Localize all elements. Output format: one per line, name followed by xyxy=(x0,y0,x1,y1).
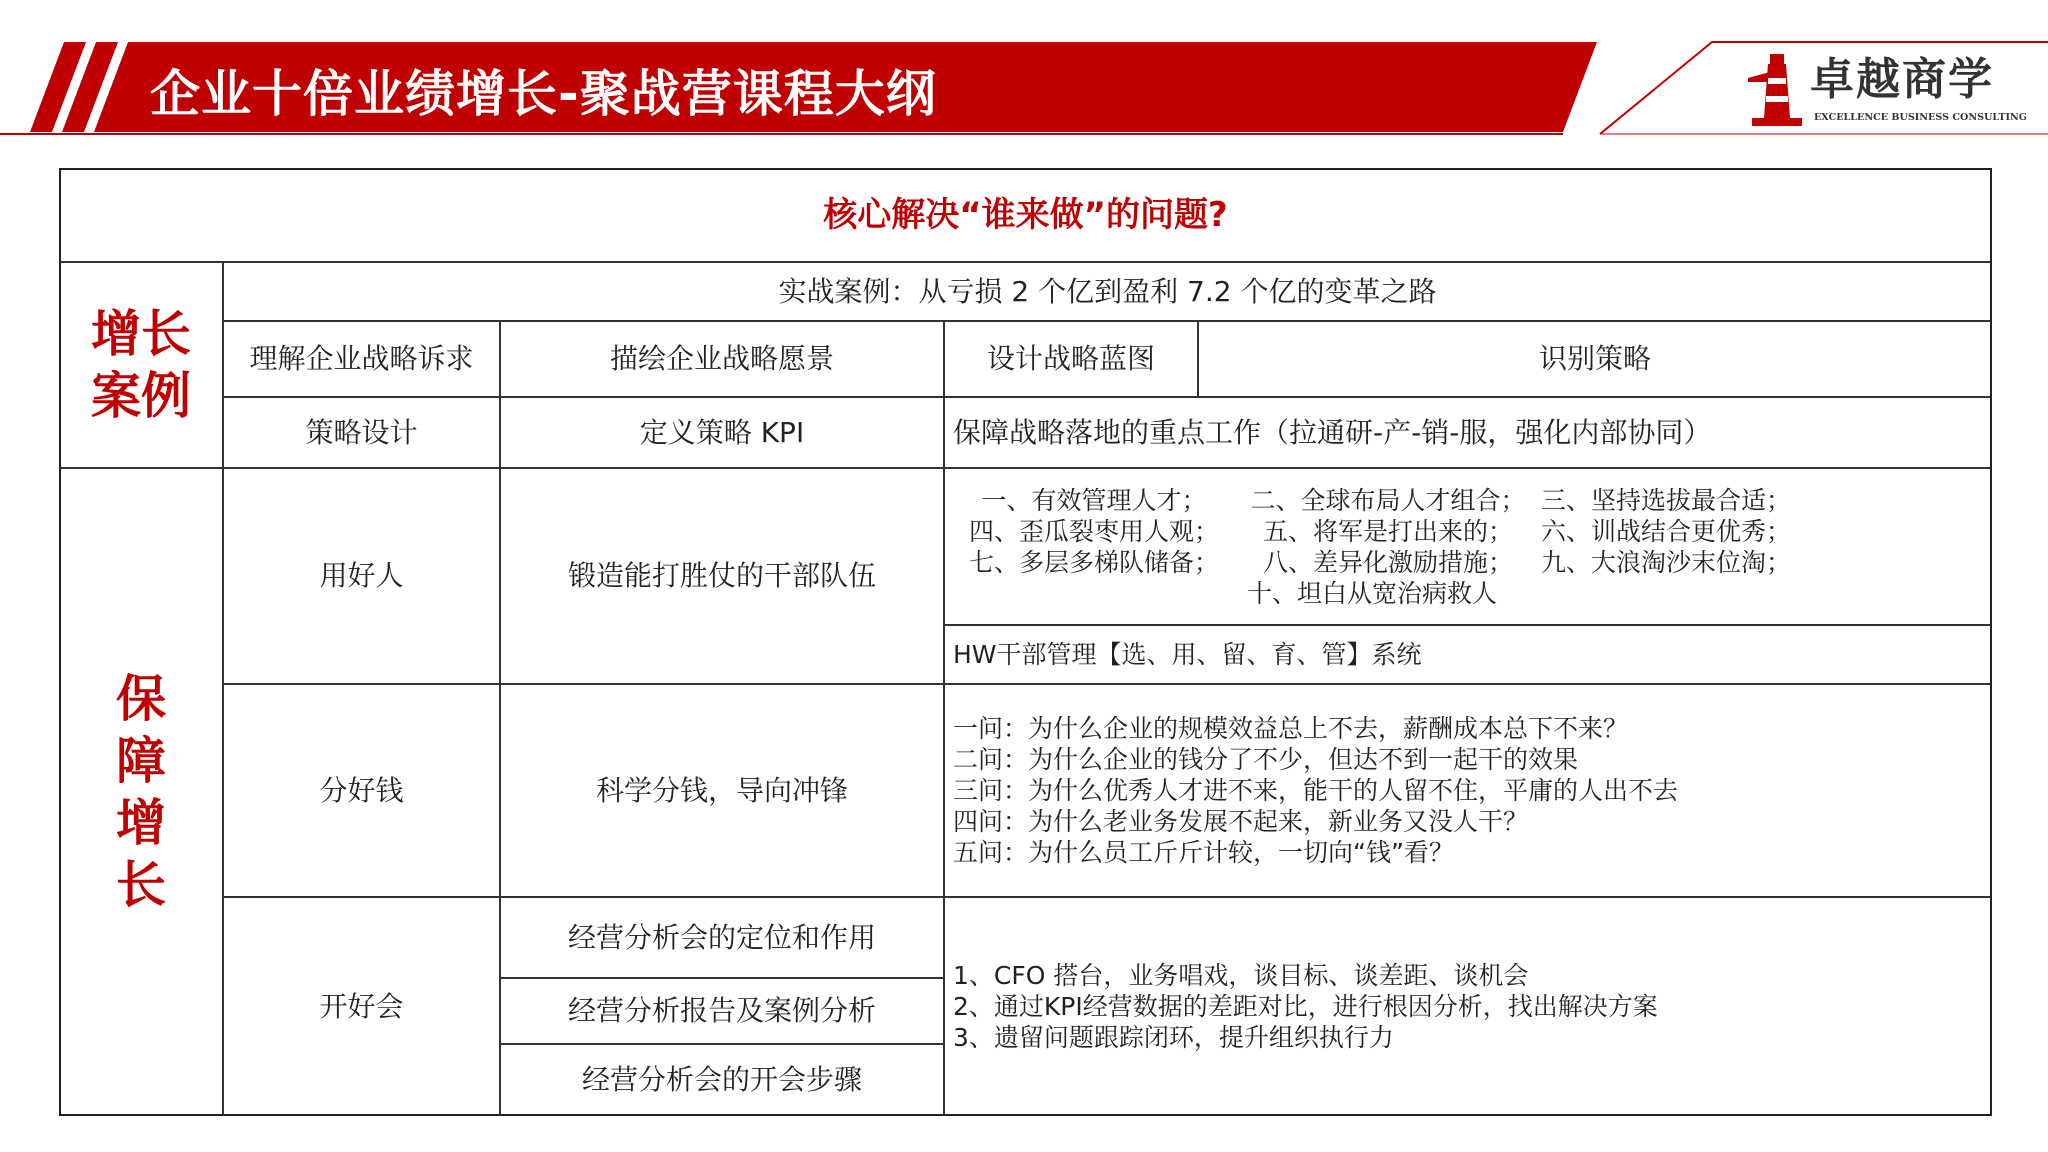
strategy-blueprint: 设计战略蓝图 xyxy=(944,321,1198,397)
case-title: 实战案例：从亏损 2 个亿到盈利 7.2 个亿的变革之路 xyxy=(223,262,1992,321)
question-item: 五问：为什么员工斤斤计较，一切向“钱”看？ xyxy=(953,838,1454,867)
strategy-design: 策略设计 xyxy=(223,397,500,468)
page-title: 企业十倍业绩增长-聚战营课程大纲 xyxy=(150,65,937,123)
use-people-points xyxy=(944,468,1992,625)
point-item: 八、差异化激励措施； xyxy=(1262,547,1513,577)
share-money-questions xyxy=(944,684,1992,897)
strategy-identify: 识别策略 xyxy=(1198,321,1992,397)
meeting-topic-steps: 经营分析会的开会步骤 xyxy=(500,1044,944,1116)
meetings-title: 开好会 xyxy=(223,897,500,1116)
question-item: 四问：为什么老业务发展不起来，新业务又没人干？ xyxy=(953,807,1529,836)
meeting-topic-report: 经营分析报告及案例分析 xyxy=(500,978,944,1044)
strategy-kpi: 定义策略 KPI xyxy=(500,397,944,468)
company-logo xyxy=(1748,52,2027,132)
course-outline-table xyxy=(59,168,1992,1116)
point-item: 三、坚持选拔最合适； xyxy=(1541,485,1792,515)
key-work: 保障战略落地的重点工作（拉通研-产-销-服，强化内部协同） xyxy=(944,397,1992,468)
growth-case-label xyxy=(59,262,223,468)
lighthouse-icon xyxy=(1748,52,1804,130)
question-item: 三问：为什么优秀人才进不来，能干的人留不住，平庸的人出不去 xyxy=(953,776,1679,805)
question-item: 二问：为什么企业的钱分了不少，但达不到一起干的效果 xyxy=(953,745,1579,774)
logo-text: 卓越商学 xyxy=(1810,54,1994,105)
logo-subtitle: EXCELLENCE BUSINESS CONSULTING xyxy=(1814,112,2027,123)
point-item: 十、坦白从宽治病救人 xyxy=(1246,578,1497,608)
guarantee-growth-label xyxy=(59,468,223,1116)
point-item: 七、多层多梯队储备； xyxy=(968,547,1219,577)
use-people-title: 用好人 xyxy=(223,468,500,684)
meeting-point: 3、遗留问题跟踪闭环，提升组织执行力 xyxy=(953,1023,1394,1052)
guarantee-growth-label-text: 保障增长 xyxy=(116,670,166,914)
meeting-topic-positioning: 经营分析会的定位和作用 xyxy=(500,897,944,978)
strategy-vision: 描绘企业战略愿景 xyxy=(500,321,944,397)
share-money-title: 分好钱 xyxy=(223,684,500,897)
point-item: 六、训战结合更优秀； xyxy=(1541,516,1792,546)
point-item: 九、大浪淘沙末位淘； xyxy=(1541,547,1792,577)
use-people-goal: 锻造能打胜仗的干部队伍 xyxy=(500,468,944,684)
use-people-points-grid xyxy=(953,485,1791,609)
table-heading: 核心解决“谁来做”的问题? xyxy=(59,168,1992,262)
share-money-goal: 科学分钱，导向冲锋 xyxy=(500,684,944,897)
point-item: 二、全球布局人才组合； xyxy=(1250,485,1526,515)
meetings-points xyxy=(944,897,1992,1116)
meeting-point: 2、通过KPI经营数据的差距对比，进行根因分析，找出解决方案 xyxy=(953,992,1658,1021)
cadre-system: HW干部管理【选、用、留、育、管】系统 xyxy=(944,625,1992,684)
growth-case-label-text: 增长案例 xyxy=(91,305,191,425)
point-item: 四、歪瓜裂枣用人观； xyxy=(968,516,1219,546)
question-item: 一问：为什么企业的规模效益总上不去，薪酬成本总下不来？ xyxy=(953,714,1629,743)
point-item: 五、将军是打出来的； xyxy=(1262,516,1513,546)
meeting-point: 1、CFO 搭台，业务唱戏，谈目标、谈差距、谈机会 xyxy=(953,961,1529,990)
strategy-demand: 理解企业战略诉求 xyxy=(223,321,500,397)
point-item: 一、有效管理人才； xyxy=(981,485,1207,515)
